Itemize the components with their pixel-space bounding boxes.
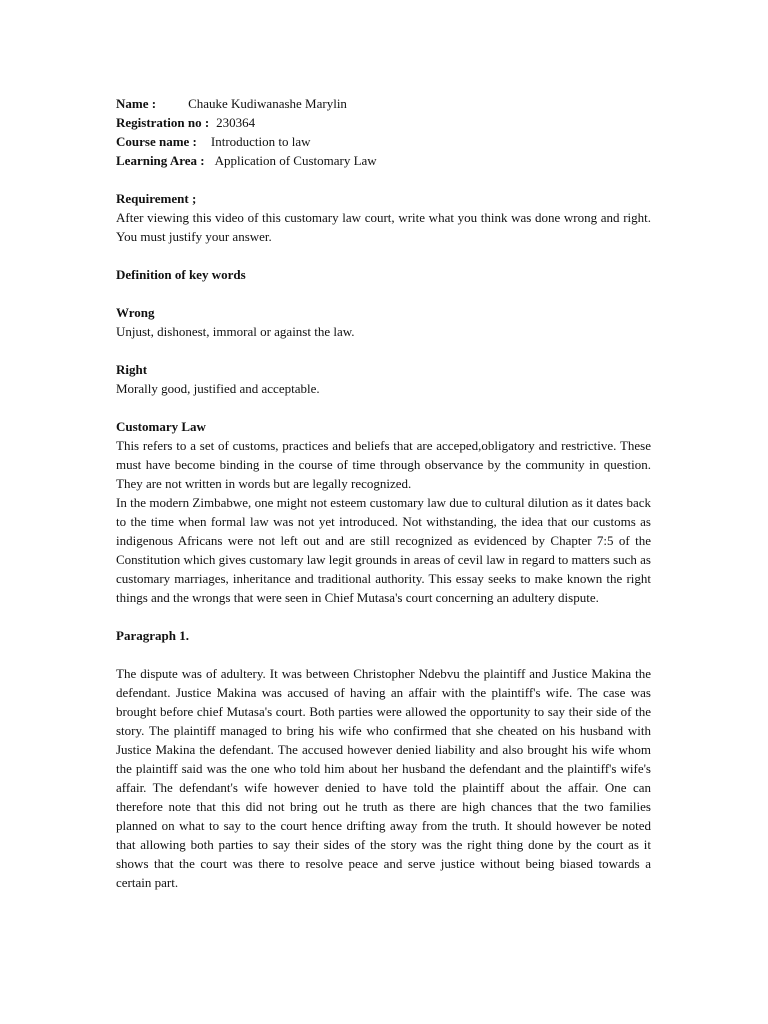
registration-row — [116, 113, 651, 132]
registration-value: 230364 — [216, 115, 256, 130]
right-definition: Morally good, justified and acceptable. — [116, 381, 320, 396]
paragraph1-heading: Paragraph 1. — [116, 628, 189, 643]
course-row — [116, 132, 651, 151]
learning-area-value: Application of Customary Law — [214, 153, 377, 168]
name-label: Name : — [116, 96, 157, 111]
name-row — [116, 94, 651, 113]
learning-area-label: Learning Area : — [116, 153, 205, 168]
name-value: Chauke Kudiwanashe Marylin — [188, 96, 347, 111]
document-page — [116, 94, 651, 892]
right-heading: Right — [116, 362, 148, 377]
customary-law-text-1: This refers to a set of customs, practices and beliefs that are acceped,obligatory and restrictive. These must have become binding in the course of time through observance by the community in question. They are not written in words but are legally recognized. — [116, 438, 651, 491]
requirement-heading: Requirement ; — [116, 191, 197, 206]
wrong-heading: Wrong — [116, 305, 155, 320]
learning-area-row — [116, 151, 651, 170]
definitions-heading: Definition of key words — [116, 267, 246, 282]
customary-law-text-2: In the modern Zimbabwe, one might not esteem customary law due to cultural dilution as it dates back to the time when formal law was not yet introduced. Not withstanding, the idea that our customs as indigenous Africans were not left out and are still recognized as evidenced by Chapter 7:5 of the Constitution which gives customary law legit grounds in areas of cevil law in regard to matters such as customary marriages, inheritance and traditional authority. This essay seeks to make known the right things and the wrongs that were seen in Chief Mutasa's court concerning an adultery dispute. — [116, 495, 651, 605]
course-label: Course name : — [116, 134, 197, 149]
paragraph1-text: The dispute was of adultery. It was between Christopher Ndebvu the plaintiff and Justice Makina the defendant. Justice Makina was accused of having an affair with the plaintiff's wife. The case was brought before chief Mutasa's court. Both parties were allowed the opportunity to say their side of the story. The plaintiff managed to bring his wife who confirmed that she cheated on his husband with Justice Makina the defendant. The accused however denied liability and also brought his wife whom the plaintiff said was the one who told him about her husband the defendant and the plaintiff's wife's affair. The defendant's wife however denied to have told the plaintiff about the affair. One can therefore note that this did not bring out he truth as there are high chances that the two families planned on what to say to the court hence drifting away from the truth. It should however be noted that allowing both parties to say their sides of the story was the right thing done by the court as it shows that the court was there to resolve peace and serve justice without being biased towards a certain part. — [116, 666, 651, 890]
course-value: Introduction to law — [210, 134, 311, 149]
customary-law-heading: Customary Law — [116, 419, 206, 434]
wrong-definition: Unjust, dishonest, immoral or against the law. — [116, 324, 355, 339]
requirement-text: After viewing this video of this customary law court, write what you think was done wrong and right. You must justify your answer. — [116, 210, 651, 244]
registration-label: Registration no : — [116, 115, 210, 130]
